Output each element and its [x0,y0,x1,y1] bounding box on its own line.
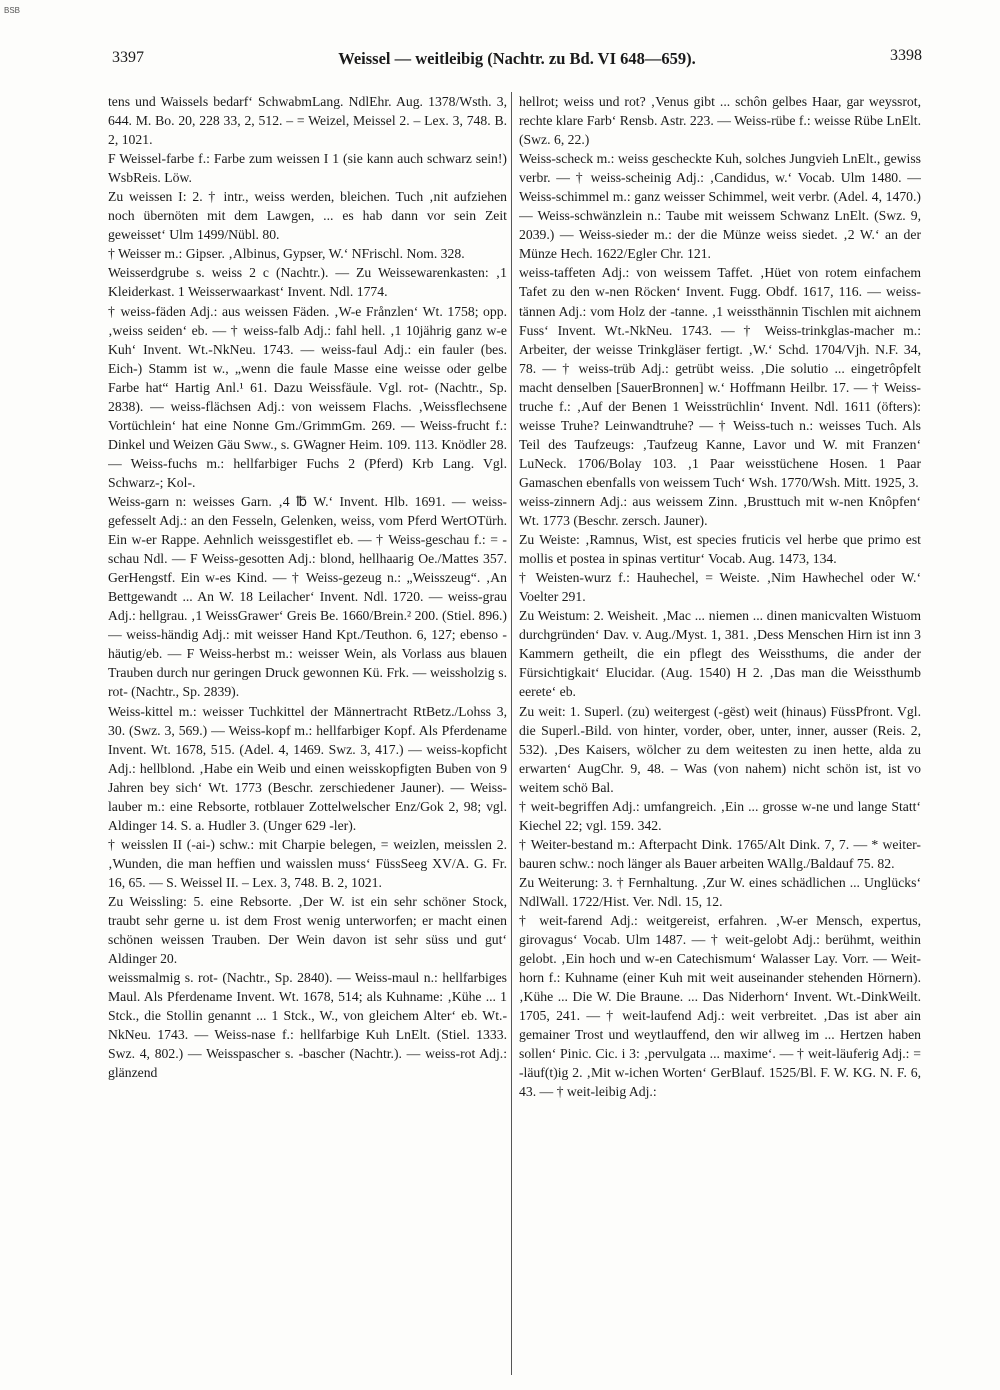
left-column [108,92,507,1377]
entry-paragraph: Zu Weiterung: 3. † Fernhaltung. ‚Zur W. eines schädlichen ... Unglücks‘ NdlWall. 1722/Hist. Ver. Ndl. 15, 12. [519,874,921,909]
entry-paragraph: weissmalmig s. rot- (Nachtr., Sp. 2840). — Weiss-maul n.: hellfarbiges Maul. Als Pferdename Invent. Wt. 1678, 514; als Kuhname: ‚Kühe ... 1 Stck., die Stollin genannt ... 1 Stck., W., von gleichem Alter‘ eb. Wt.-NkNeu. 1743. — Weiss-nase f.: hellfarbige Kuh LnElt. (Stiel. 1333. Swz. 4, 802.) — Weisspascher s. -bascher (Nachtr.). — weiss-rot Adj.: glänzend [108,970,507,1081]
entry-paragraph: Zu Weissling: 5. eine Rebsorte. ‚Der W. ist ein sehr schöner Stock, traubt sehr gerne u. ist dem Frost wenig unterworfen; er macht einen schönen weissen Trauben. Der Wein davon ist sehr süss und gut‘ Aldinger 20. [108,893,507,967]
entry-paragraph: Weiss-scheck m.: weiss gescheckte Kuh, solches Jungvieh LnElt., gewiss verbr. — † weiss-scheinig Adj.: ‚Candidus, w.‘ Vocab. Ulm 1480. — Weiss-schimmel m.: ganz weisser Schimmel, weit verbr. (Adel. 4, 1470.) — Weiss-schwänzlein n.: Taube mit weissem Schwanz LnElt. (Swz. 9, 2039.) — Weiss-sieder m.: der die Münze weiss siedet. ‚2 W.‘ an der Münze Hech. 1622/Egler Chr. 121. [519,151,921,262]
entry-paragraph: Weiss-kittel m.: weisser Tuchkittel der Männertracht RtBetz./Lohss 3, 30. (Swz. 3, 569.) — Weiss-kopf m.: hellfarbiger Kopf. Als Pferdename Invent. Wt. 1678, 515. (Adel. 4, 1469. Swz. 3, 417.) — weiss-kopficht Adj.: hellblond. ‚Habe ein Weib und einen weisskopfigten Buben von 9 Jahren bey sich‘ Wt. 1773 (Beschr. zerschiedener Jauner). — Weiss-lauber m.: eine Rebsorte, rotblauer Zottelwelscher Enz/Gok 2, 98; vgl. Aldinger 14. S. a. Hudler 3. (Unger 629 -ler). [108,703,507,833]
running-title: Weissel — weitleibig (Nachtr. zu Bd. VI 648—659). [338,49,696,68]
entry-paragraph: † weit-farend Adj.: weitgereist, erfahren. ‚W-er Mensch, expertus, girovagus‘ Vocab. Ulm 1487. — † weit-gelobt Adj.: berühmt, weithin gelobt. ‚Ein hoch und w-en Catechismum‘ Walasser Lay. Vorr. — Weit-horn f.: Kuhname (einer Kuh mit weit auseinander stehenden Hörnern). ‚Kühe ... Die W. Die Braune. ... Das Niderhorn‘ Invent. Wt.-DinkWeilt. 1705, 241. — † weit-laufend Adj.: weit verbreitet. ‚Das ist aber ain gemainer Trost und weytlauffend, den wir allweg im ... Hertzen haben sollen‘ Pinic. Cic. i 3: ‚pervulgata ... maxime‘. — † weit-läuferig Adj.: = -läuf(t)ig 2. ‚Mit w-ichen Worten‘ GerBlauf. 1525/Bl. F. W. KG. N. F. 6, 43. — † weit-leibig Adj.: [519,913,921,1100]
page-number-left: 3397 [112,49,144,66]
entry-paragraph: † Weiter-bestand m.: Afterpacht Dink. 1765/Alt Dink. 7, 7. — * weiter-bauren schw.: noch länger als Bauer arbeiten WAllg./Baldauf 75. 82. [519,836,921,871]
entry-paragraph: weiss-taffeten Adj.: von weissem Taffet. ‚Hüet von rotem einfachem Tafet zu den w-nen Röcken‘ Invent. Fugg. Obdf. 1617, 116. — weiss-tännen Adj.: vom Holz der -tanne. ‚1 weissthännin Tischlen mit aichnem Fuss‘ Invent. Wt.-NkNeu. 1743. — † Weiss-trinkglas-macher m.: Arbeiter, der weisse Trinkgläser fertigt. ‚W.‘ Schd. 1704/Vjh. N.F. 34, 78. — † weiss-trüb Adj.: getrübt weiss. ‚Die solutio ... eingetrôpfelt macht denselben [SauerBronnen] w.‘ Hoffmann Heilbr. 17. — † Weiss-truche f.: ‚Auf der Benen 1 Weisstrüchlin‘ Invent. Ndl. 1611 (öfters): weisse Truhe? Leinwandtruhe? — † Weiss-tuch n.: weisses Tuch. Als Teil des Taufzeugs: ‚Taufzeug Kanne, Lavor und W. mit Franzen‘ LuNeck. 1706/Bolay 103. ‚1 Paar weisstüchene Hosen. 1 Paar Gamaschen ebenfalls von weissem Tuch‘ Wsh. 1770/Wsh. Mitt. 1925, 3. [519,265,921,490]
entry-paragraph: † weit-begriffen Adj.: umfangreich. ‚Ein ... grosse w-ne und lange Statt‘ Kiechel 22; vgl. 159. 342. [519,798,921,833]
entry-paragraph: Weisserdgrube s. weiss 2 c (Nachtr.). — Zu Weissewarenkasten: ‚1 Kleiderkast. 1 Weisserwaarkast‘ Invent. Ndl. 1774. [108,265,507,300]
entry-paragraph: Zu Weiste: ‚Ramnus, Wist, est species fruticis vel herbe que primo est mollis et postea in spinas vertitur‘ Vocab. Aug. 1473, 134. [519,532,921,567]
entry-paragraph: † Weisten-wurz f.: Hauhechel, = Weiste. ‚Nim Hawhechel oder W.‘ Voelter 291. [519,570,921,605]
entry-paragraph: † weiss-fäden Adj.: aus weissen Fäden. ‚W-e Frånzlen‘ Wt. 1758; opp. ‚weiss seiden‘ eb. — † weiss-falb Adj.: fahl hell. ‚1 10jährig ganz w-e Kuh‘ Invent. Wt.-NkNeu. 1743. — weiss-faul Adj.: ein fauler (bes. Eich-) Stamm ist w., „wenn die faule Masse eine weisse oder gelbe Farbe hat“ Hartig Anl.¹ 61. Dazu Weissfäule. Vgl. rot- (Nachtr., Sp. 2838). — weiss-flächsen Adj.: von weissem Flachs. ‚Weissflechsene Vortüchlein‘ hat eine Nonne Gm./GrimmGm. 269. — Weiss-frucht f.: Dinkel und Weizen Gäu Sww., s. GWagner Heim. 109. 113. Knödler 28. — Weiss-fuchs m.: hellfarbiger Fuchs 2 (Pferd) Krb Lang. Vgl. Schwarz-; Kol-. [108,303,507,490]
library-stamp: BSB [4,6,21,15]
entry-paragraph: Zu weissen I: 2. † intr., weiss werden, bleichen. Tuch ‚nit aufziehen noch übernöten mit dem Lawgen, ... es hab dann vor sein Zeit geweisset‘ Ulm 1499/Nübl. 80. [108,189,507,243]
entry-paragraph: Zu Weistum: 2. Weisheit. ‚Mac ... niemen ... dinen manicvalten Wistuom durchgründen‘ Dav. v. Aug./Myst. 1, 381. ‚Dess Menschen Hirn ist inn 3 Kammern getheilt, die ein pflegt des Weissthums, die ander der Fürsichtigkait‘ Elucidar. (Aug. 1540) H 2. ‚Das man die Weissthumb eerete‘ eb. [519,608,921,700]
entry-paragraph: hellrot; weiss und rot? ‚Venus gibt ... schôn gelbes Haar, gar weyssrot, rechte klare Farb‘ Rensb. Astr. 223. — Weiss-rübe f.: weisse Rübe LnElt. (Swz. 6, 22.) [519,94,921,148]
running-header [112,47,922,71]
right-column [519,92,921,1377]
entry-paragraph: Zu weit: 1. Superl. (zu) weitergest (-gëst) weit (hinaus) FüssPfront. Vgl. die Superl.-Bild. von hinter, vorder, ober, unter, inner, ausser (Reis. 2, 532). ‚Des Kaisers, wölcher zu dem weitesten zu inen hette, alda zu erwarten‘ AugChr. 9, 48. – Was (von nahem) nicht schön ist, ist vo weitem schö Bal. [519,703,921,795]
page-number-right: 3398 [890,47,922,64]
column-divider [511,92,512,1375]
entry-paragraph: tens und Waissels bedarf‘ SchwabmLang. NdlEhr. Aug. 1378/Wsth. 3, 644. M. Bo. 20, 228 33, 2, 512. – = Weizel, Meissel 2. – Lex. 3, 748. B. 2, 1021. [108,94,507,148]
entry-paragraph: F Weissel-farbe f.: Farbe zum weissen I 1 (sie kann auch schwarz sein!) WsbReis. Löw. [108,151,507,186]
entry-paragraph: weiss-zinnern Adj.: aus weissem Zinn. ‚Brusttuch mit w-nen Knôpfen‘ Wt. 1773 (Beschr. zersch. Jauner). [519,493,921,529]
entry-paragraph: † Weisser m.: Gipser. ‚Albinus, Gypser, W.‘ NFrischl. Nom. 328. [108,246,465,262]
entry-paragraph: Weiss-garn n: weisses Garn. ‚4 ℔ W.‘ Invent. Hlb. 1691. — weiss-gefesselt Adj.: an den Fesseln, Gelenken, weiss, vom Pferd WertOTürh. Ein w-er Rappe. Aehnlich weissgestiflet eb. — † Weiss-geschau f.: = -schau Ndl. — F Weiss-gesotten Adj.: blond, hellhaarig Oe./Mattes 357. GerHengstf. Ein w-es Kind. — † Weiss-gezeug n.: „Weisszeug“. ‚An Bettgewandt ... An W. 18 Leilacher‘ Invent. Ndl. 1720. — weiss-grau Adj.: hellgrau. ‚1 WeissGrawer‘ Greis Be. 1660/Brein.² 200. (Stiel. 896.) — weiss-händig Adj.: mit weisser Hand Kpt./Teuthon. 6, 127; ebenso -häutig/eb. — F Weiss-herbst m.: weisser Wein, als Vorlass aus blauen Trauben durch nur geringen Druck gewonnen Kü. Frk. — weissholzig s. rot- (Nachtr., Sp. 2839). [108,493,507,700]
entry-paragraph: † weisslen II (-ai-) schw.: mit Charpie belegen, = weizlen, meisslen 2. ‚Wunden, die man heffien und waisslen muss‘ FüssSeeg XV/A. G. Fr. 16, 65. — S. Weissel II. – Lex. 3, 748. B. 2, 1021. [108,836,507,890]
